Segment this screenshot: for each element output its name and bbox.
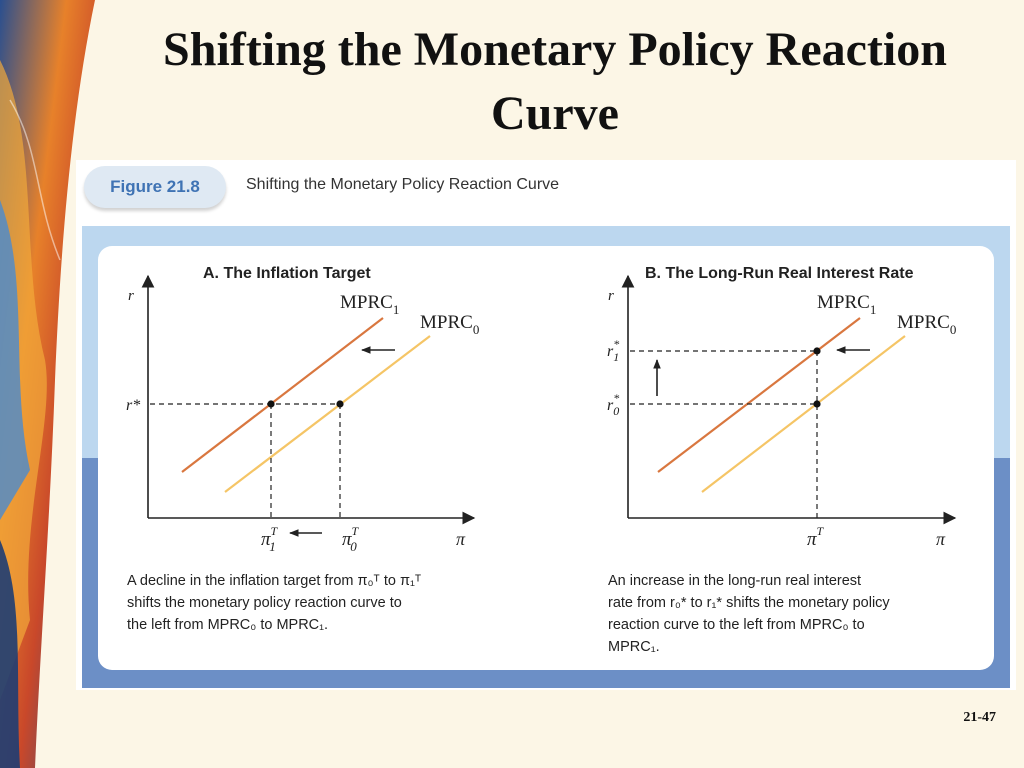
panel-b-description [608,570,890,658]
panel-a-title: A. The Inflation Target [203,265,371,282]
panel-b-desc-line: rate from r₀* to r₁* shifts the monetary policy [608,595,890,611]
panel-b-desc-line: An increase in the long-run real interest [608,573,862,589]
figure-badge: Figure 21.8 [84,166,226,208]
slide-title: Shifting the Monetary Policy Reaction Curve [163,23,947,140]
panel-b-title: B. The Long-Run Real Interest Rate [645,265,914,282]
panel-a [126,265,479,554]
panel-a-description [127,570,421,636]
panel-b-mprc0-label: $MPRC_0$ [897,312,957,337]
panel-b-y-label: r [608,288,614,304]
figure-caption: Shifting the Monetary Policy Reaction Curve [246,176,560,193]
panel-b-point-new [813,347,820,354]
panel-a-x-label: π [456,529,466,549]
panel-b-pit-label: $\pi^T$ [807,524,824,550]
panel-b-desc-line: MPRC₁. [608,639,660,655]
panel-a-desc-line: shifts the monetary policy reaction curve to [127,595,402,611]
panel-b-r1-label: r* 1 [607,337,620,364]
panel-a-point-new [267,400,274,407]
panel-a-r-star-label: r* [126,397,141,414]
panel-a-desc-line: A decline in the inflation target from π₀ᵀ to π₁ᵀ [127,573,422,589]
panel-b-point-old [813,400,820,407]
panel-a-pi0-label: $\pi^T$ 0 [342,524,359,554]
panel-b-desc-line: reaction curve to the left from MPRC₀ to [608,617,865,633]
panel-a-mprc1-label: $MPRC_1$ [340,292,400,317]
panel-b-r0-label: r* 0 [607,391,620,418]
panel-b-mprc1-label: $MPRC_1$ [817,292,877,317]
panel-a-point-old [336,400,343,407]
panel-a-y-label: r [128,288,134,304]
panel-a-desc-line: the left from MPRC₀ to MPRC₁. [127,617,329,633]
page-number: 21-47 [963,710,996,725]
panel-b [607,265,956,550]
panel-a-pi1-label: $\pi^T$ 1 [261,524,278,554]
panel-b-x-label: π [936,529,946,549]
panel-a-mprc0-label: $MPRC_0$ [420,312,480,337]
